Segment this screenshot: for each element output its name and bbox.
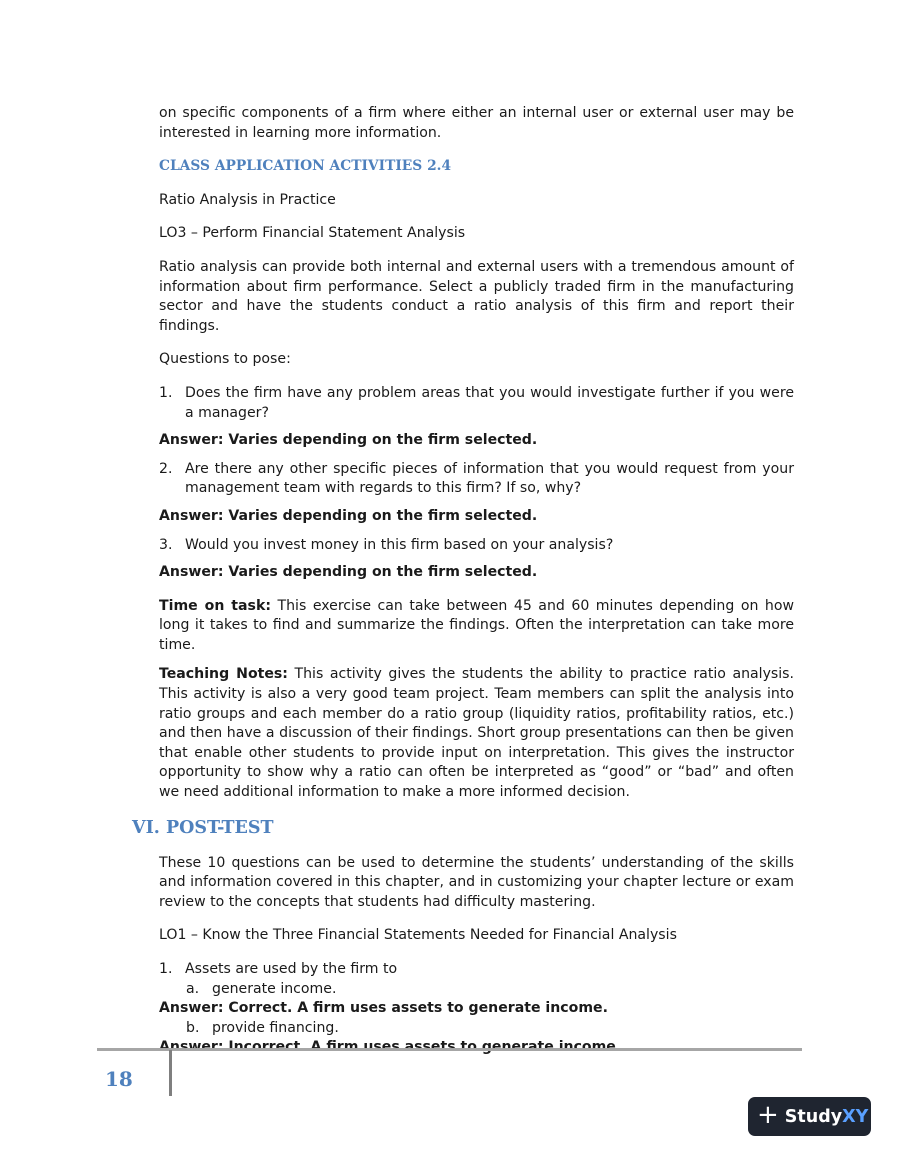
option-a — [159, 980, 794, 1000]
footer-tick — [169, 1050, 172, 1096]
option-letter: b. — [186, 1019, 200, 1036]
option-text: provide financing. — [212, 1019, 339, 1036]
activity-description: Ratio analysis can provide both internal and external users with a tremendous amount of information about firm performance. Select a publicly traded firm in the manufacturing sector and have the students conduct a ratio analysis of this firm and report their findings. — [159, 258, 794, 334]
studyxy-badge[interactable] — [748, 1097, 871, 1136]
post-test-question-1 — [159, 960, 794, 980]
question-1 — [159, 384, 794, 423]
class-application-heading: CLASS APPLICATION ACTIVITIES 2.4 — [159, 158, 452, 175]
badge-xy-text: XY — [842, 1106, 869, 1127]
question-number: 1. — [159, 961, 173, 977]
page-number: 18 — [105, 1067, 133, 1091]
question-3 — [159, 536, 794, 556]
question-number: 3. — [159, 536, 173, 553]
learning-objective-1: LO1 – Know the Three Financial Statements Needed for Financial Analysis — [159, 927, 677, 944]
teaching-notes-label: Teaching Notes: — [159, 666, 288, 683]
intro-paragraph: on specific components of a firm where either an internal user or external user may be interested in learning more information. — [159, 105, 794, 141]
question-text: Would you invest money in this firm based on your analysis? — [185, 536, 614, 553]
answer-1: Answer: Varies depending on the firm selected. — [159, 432, 538, 449]
post-test-description: These 10 questions can be used to determine the students’ understanding of the skills and information covered in this chapter, and in customizing your chapter lecture or exam review to the concepts that students had difficulty mastering. — [159, 854, 794, 910]
option-a-answer: Answer: Correct. A firm uses assets to generate income. — [159, 1000, 608, 1017]
answer-3: Answer: Varies depending on the firm selected. — [159, 564, 538, 581]
badge-study-text: Study — [784, 1106, 843, 1127]
time-on-task-label: Time on task: — [159, 597, 271, 614]
answer-2: Answer: Varies depending on the firm selected. — [159, 507, 538, 524]
post-test-heading: VI. POST-TEST — [132, 817, 274, 838]
teaching-notes-text: This activity gives the students the ability to practice ratio analysis. This activity is also a very good team project. Team members can split the analysis into ratio groups and each member do a ratio group (liquidity ratios, profitability ratios, etc.) and then have a discussion of their findings. Short group presentations can then be given that enable other students to provide input on interpretation. This gives the instructor opportunity to show why a ratio can often be interpreted as “good” or “bad” and often we need additional information to make a more informed decision. — [159, 666, 794, 801]
time-on-task — [159, 597, 794, 656]
option-b — [159, 1019, 794, 1039]
learning-objective-3: LO3 – Perform Financial Statement Analysis — [159, 225, 466, 242]
question-text: Are there any other specific pieces of information that you would request from your management team with regards to this firm? If so, why? — [185, 460, 794, 497]
option-letter: a. — [186, 980, 200, 997]
page-content — [132, 104, 794, 1058]
time-on-task-text: This exercise can take between 45 and 60 minutes depending on how long it takes to find and summarize the findings. Often the interpretation can take more time. — [159, 597, 794, 653]
teaching-notes — [159, 665, 794, 802]
option-text: generate income. — [212, 980, 337, 997]
questions-intro: Questions to pose: — [159, 351, 291, 368]
plus-icon: + — [757, 1100, 779, 1130]
question-text: Assets are used by the firm to — [185, 961, 398, 977]
question-2 — [159, 460, 794, 499]
question-text: Does the firm have any problem areas that you would investigate further if you were a manager? — [185, 384, 794, 421]
question-number: 2. — [159, 460, 173, 477]
activity-title: Ratio Analysis in Practice — [159, 191, 336, 208]
footer-divider — [97, 1048, 802, 1051]
question-number: 1. — [159, 384, 173, 401]
